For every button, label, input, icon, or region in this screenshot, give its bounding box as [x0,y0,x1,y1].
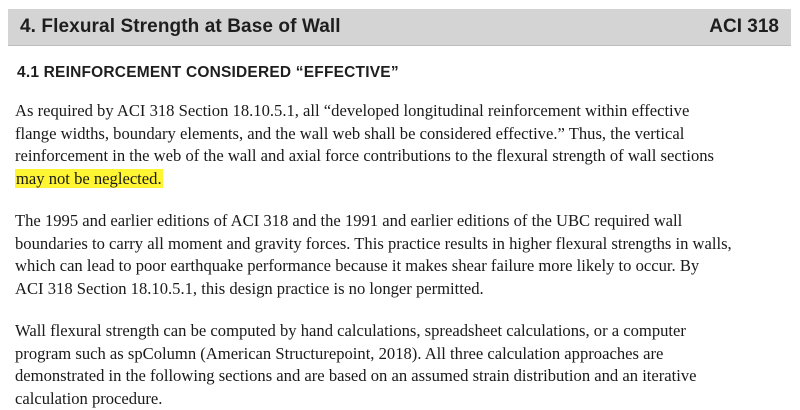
paragraph-line: ACI 318 Section 18.10.5.1, this design practice is no longer permitted. [15,278,795,301]
paragraph-calculation-methods [15,320,795,410]
paragraph-line: flange widths, boundary elements, and the wall web shall be considered effective.” Thus, the vertical [15,123,795,146]
paragraph-line: reinforcement in the web of the wall and axial force contributions to the flexural strength of wall sections [15,145,795,168]
chapter-title: 4. Flexural Strength at Base of Wall [20,16,341,38]
paragraph-line: boundaries to carry all moment and gravity forces. This practice results in higher flexural strengths in walls, [15,233,795,256]
paragraph-line: Wall flexural strength can be computed by hand calculations, spreadsheet calculations, or a computer [15,320,795,343]
paragraph-line: The 1995 and earlier editions of ACI 318 and the 1991 and earlier editions of the UBC required wall [15,210,795,233]
paragraph-line: program such as spColumn (American Structurepoint, 2018). All three calculation approaches are [15,343,795,366]
section-heading: 4.1 REINFORCEMENT CONSIDERED “EFFECTIVE” [17,64,399,82]
paragraph-line: demonstrated in the following sections and are based on an assumed strain distribution and an iterative [15,365,795,388]
paragraph-line: calculation procedure. [15,388,795,410]
highlighted-text: may not be neglected. [15,169,163,188]
paragraph-historical-practice [15,210,795,300]
paragraph-line: As required by ACI 318 Section 18.10.5.1, all “developed longitudinal reinforcement within effective [15,100,795,123]
paragraph-effective-reinforcement [15,100,795,190]
paragraph-line [15,168,795,191]
chapter-header-bar [8,9,791,46]
code-reference-label: ACI 318 [709,16,779,38]
paragraph-line: which can lead to poor earthquake performance because it makes shear failure more likely to occur. By [15,255,795,278]
